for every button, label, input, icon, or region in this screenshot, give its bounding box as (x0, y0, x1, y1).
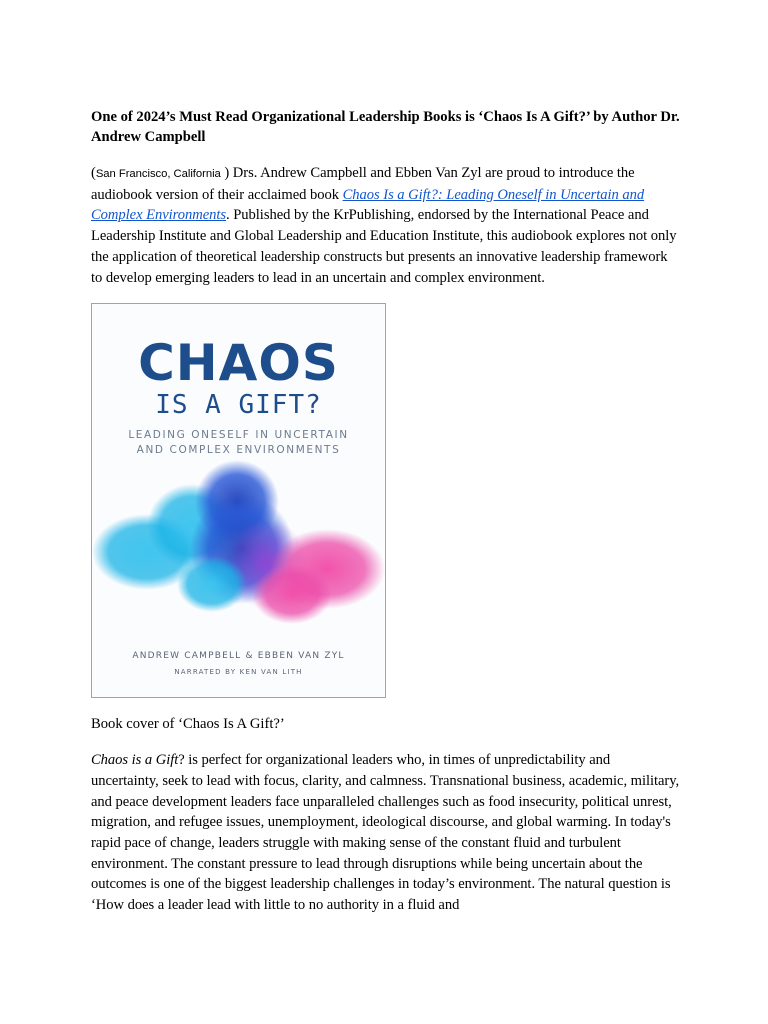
image-caption: Book cover of ‘Chaos Is A Gift?’ (91, 716, 285, 733)
ink-cloud-illustration (92, 454, 385, 644)
intro-text-before-link: ) Drs. Andrew Campbell and Ebben Van Zyl are proud to introduce the audiobook version of their acclaimed book (91, 165, 635, 203)
cover-tagline-line1: LEADING ONESELF IN UNCERTAIN (128, 429, 349, 442)
body-text: ? is perfect for organizational leaders who, in times of unpredictability and uncertainty, seek to lead with focus, clarity, and calmness. Transnational business, academic, military, and peace development leaders face unparalleled challenges such as food insecurity, political unrest, migration, and refugee issues, unemployment, ideological discourse, and global warming. In today's rapid pace of change, leaders struggle with making sense of the constant fluid and turbulent environment. The constant pressure to lead through disruptions while being uncertain about the outcomes is one of the biggest leadership challenges in today’s environment. The natural question is ‘How does a leader lead with little to no authority in a fluid and (91, 752, 680, 914)
cover-tagline-line2: AND COMPLEX ENVIRONMENTS (136, 444, 341, 457)
ink-cyan-lower (177, 556, 247, 612)
book-title-link[interactable]: Chaos Is a Gift?: Leading Oneself in Uncertain and Complex Environments (91, 186, 645, 224)
ink-pink-lower (252, 564, 332, 624)
dateline: San Francisco, California (95, 168, 221, 180)
cover-narrator: NARRATED BY KEN VAN LITH (174, 668, 303, 677)
body-paragraph (91, 750, 681, 916)
cover-subtitle: IS A GIFT? (155, 390, 322, 421)
cover-authors: ANDREW CAMPBELL & EBBEN VAN ZYL (132, 651, 345, 662)
body-book-title: Chaos is a Gift (91, 752, 179, 769)
headline: One of 2024’s Must Read Organizational Leadership Books is ‘Chaos Is A Gift?’ by Author Dr. Andrew Campbell (91, 109, 680, 145)
cover-title: CHAOS (138, 334, 339, 393)
intro-paragraph (91, 163, 681, 288)
document-page (91, 107, 681, 916)
open-paren: ( (91, 165, 96, 181)
book-cover-image (91, 303, 386, 698)
intro-text-after-link: . Published by the KrPublishing, endorsed by the International Peace and Leadership Institute and Global Leadership and Education Institute, this audiobook explores not only the application of theoretical leadership constructs but presents an innovative leadership framework to develop emerging leaders to lead in an uncertain and complex environment. (91, 207, 677, 286)
